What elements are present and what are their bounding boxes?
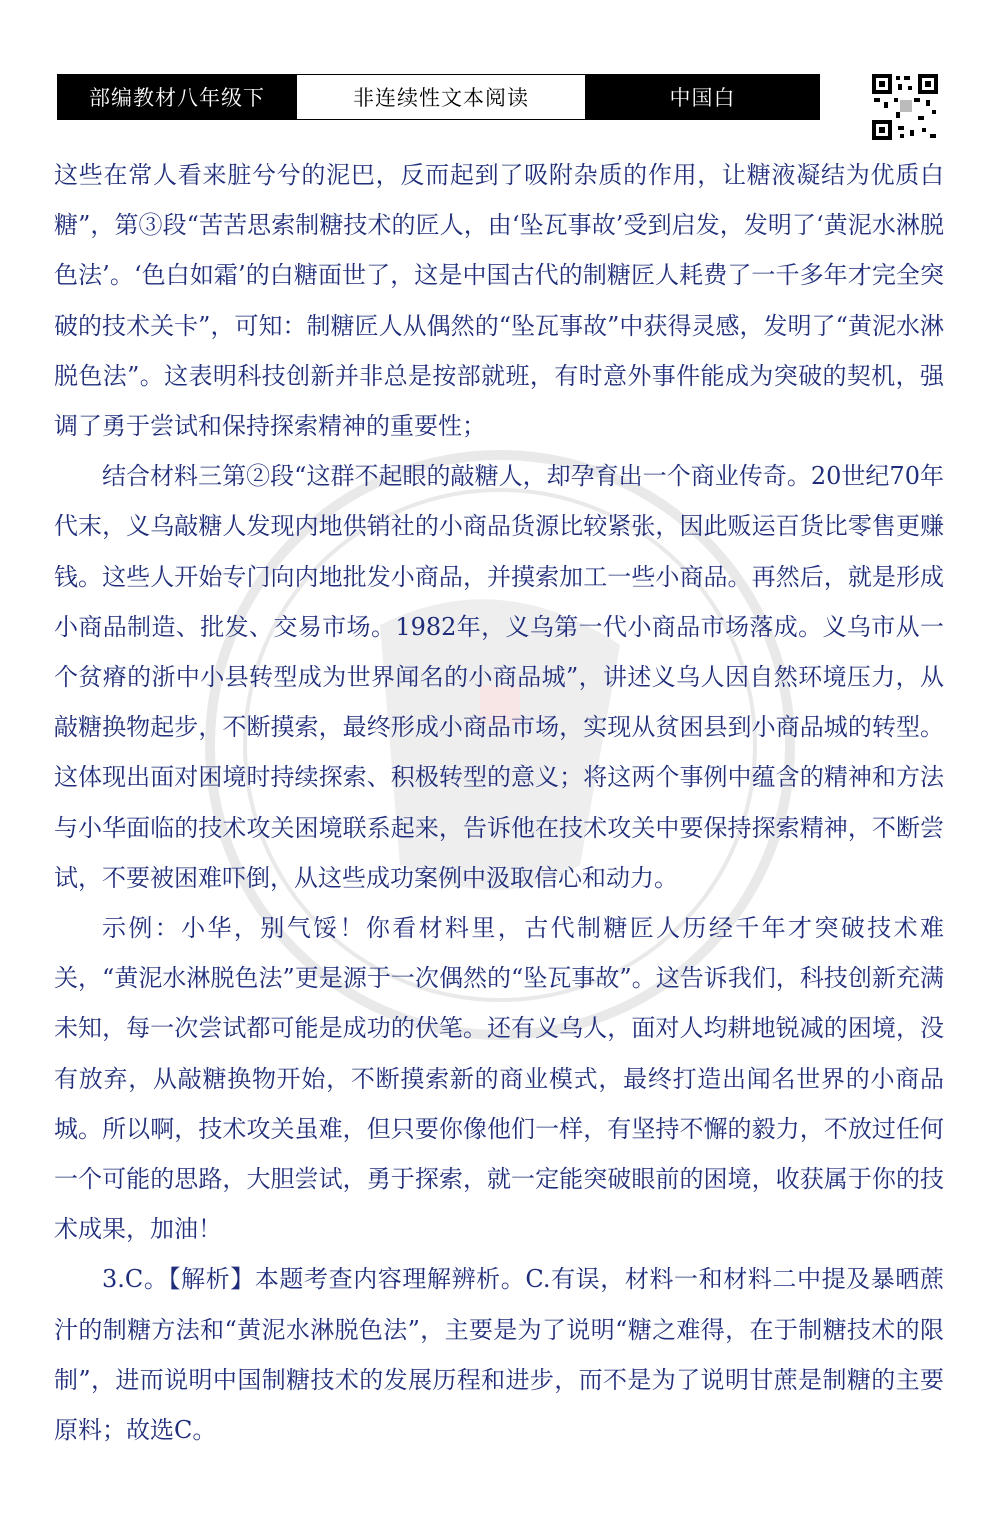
paragraph: 3.C。【解析】本题考查内容理解辨析。C.有误，材料一和材料二中提及暴晒蔗汁的制糖方法和“黄泥水淋脱色法”，主要是为了说明“糖之难得，在于制糖技术的限制”，进而说明中国制糖技术的发展历程和进步，而不是为了说明甘蔗是制糖的主要原料；故选C。 xyxy=(54,1265,944,1445)
paragraph: 示例：小华，别气馁！你看材料里，古代制糖匠人历经千年才突破技术难关，“黄泥水淋脱色法”更是源于一次偶然的“坠瓦事故”。这告诉我们，科技创新充满未知，每一次尝试都可能是成功的伏笔。还有义乌人，面对人均耕地锐减的困境，没有放弃，从敲糖换物开始，不断摸索新的商业模式，最终打造出闻名世界的小商品城。所以啊，技术攻关虽难，但只要你像他们一样，有坚持不懈的毅力，不放过任何一个可能的思路，大胆尝试，勇于探索，就一定能突破眼前的困境，收获属于你的技术成果，加油！ xyxy=(54,914,944,1244)
paragraph: 结合材料三第②段“这群不起眼的敲糖人，却孕育出一个商业传奇。20世纪70年代末，义乌敲糖人发现内地供销社的小商品货源比较紧张，因此贩运百货比零售更赚钱。这些人开始专门向内地批发小商品，并摸索加工一些小商品。再然后，就是形成小商品制造、批发、交易市场。1982年，义乌第一代小商品市场落成。义乌市从一个贫瘠的浙中小县转型成为世界闻名的小商品城”，讲述义乌人因自然环境压力，从敲糖换物起步，不断摸索，最终形成小商品市场，实现从贫困县到小商品城的转型。这体现出面对困境时持续探索、积极转型的意义；将这两个事例中蕴含的精神和方法与小华面临的技术攻关困境联系起来，告诉他在技术攻关中要保持探索精神，不断尝试，不要被困难吓倒，从这些成功案例中汲取信心和动力。 xyxy=(54,462,944,892)
header-topic-label: 非连续性文本阅读 xyxy=(296,75,586,119)
document-body xyxy=(54,150,944,1455)
page-header xyxy=(57,74,820,120)
header-grade-label: 部编教材八年级下 xyxy=(58,75,296,119)
qr-code-icon xyxy=(870,72,940,142)
header-title-label: 中国白 xyxy=(586,75,819,119)
paragraph: 这些在常人看来脏兮兮的泥巴，反而起到了吸附杂质的作用，让糖液凝结为优质白糖”，第③段“苦苦思索制糖技术的匠人，由‘坠瓦事故’受到启发，发明了‘黄泥水淋脱色法’。‘色白如霜’的白糖面世了，这是中国古代的制糖匠人耗费了一千多年才完全突破的技术关卡”，可知：制糖匠人从偶然的“坠瓦事故”中获得灵感，发明了“黄泥水淋脱色法”。这表明科技创新并非总是按部就班，有时意外事件能成为突破的契机，强调了勇于尝试和保持探索精神的重要性； xyxy=(54,161,944,441)
